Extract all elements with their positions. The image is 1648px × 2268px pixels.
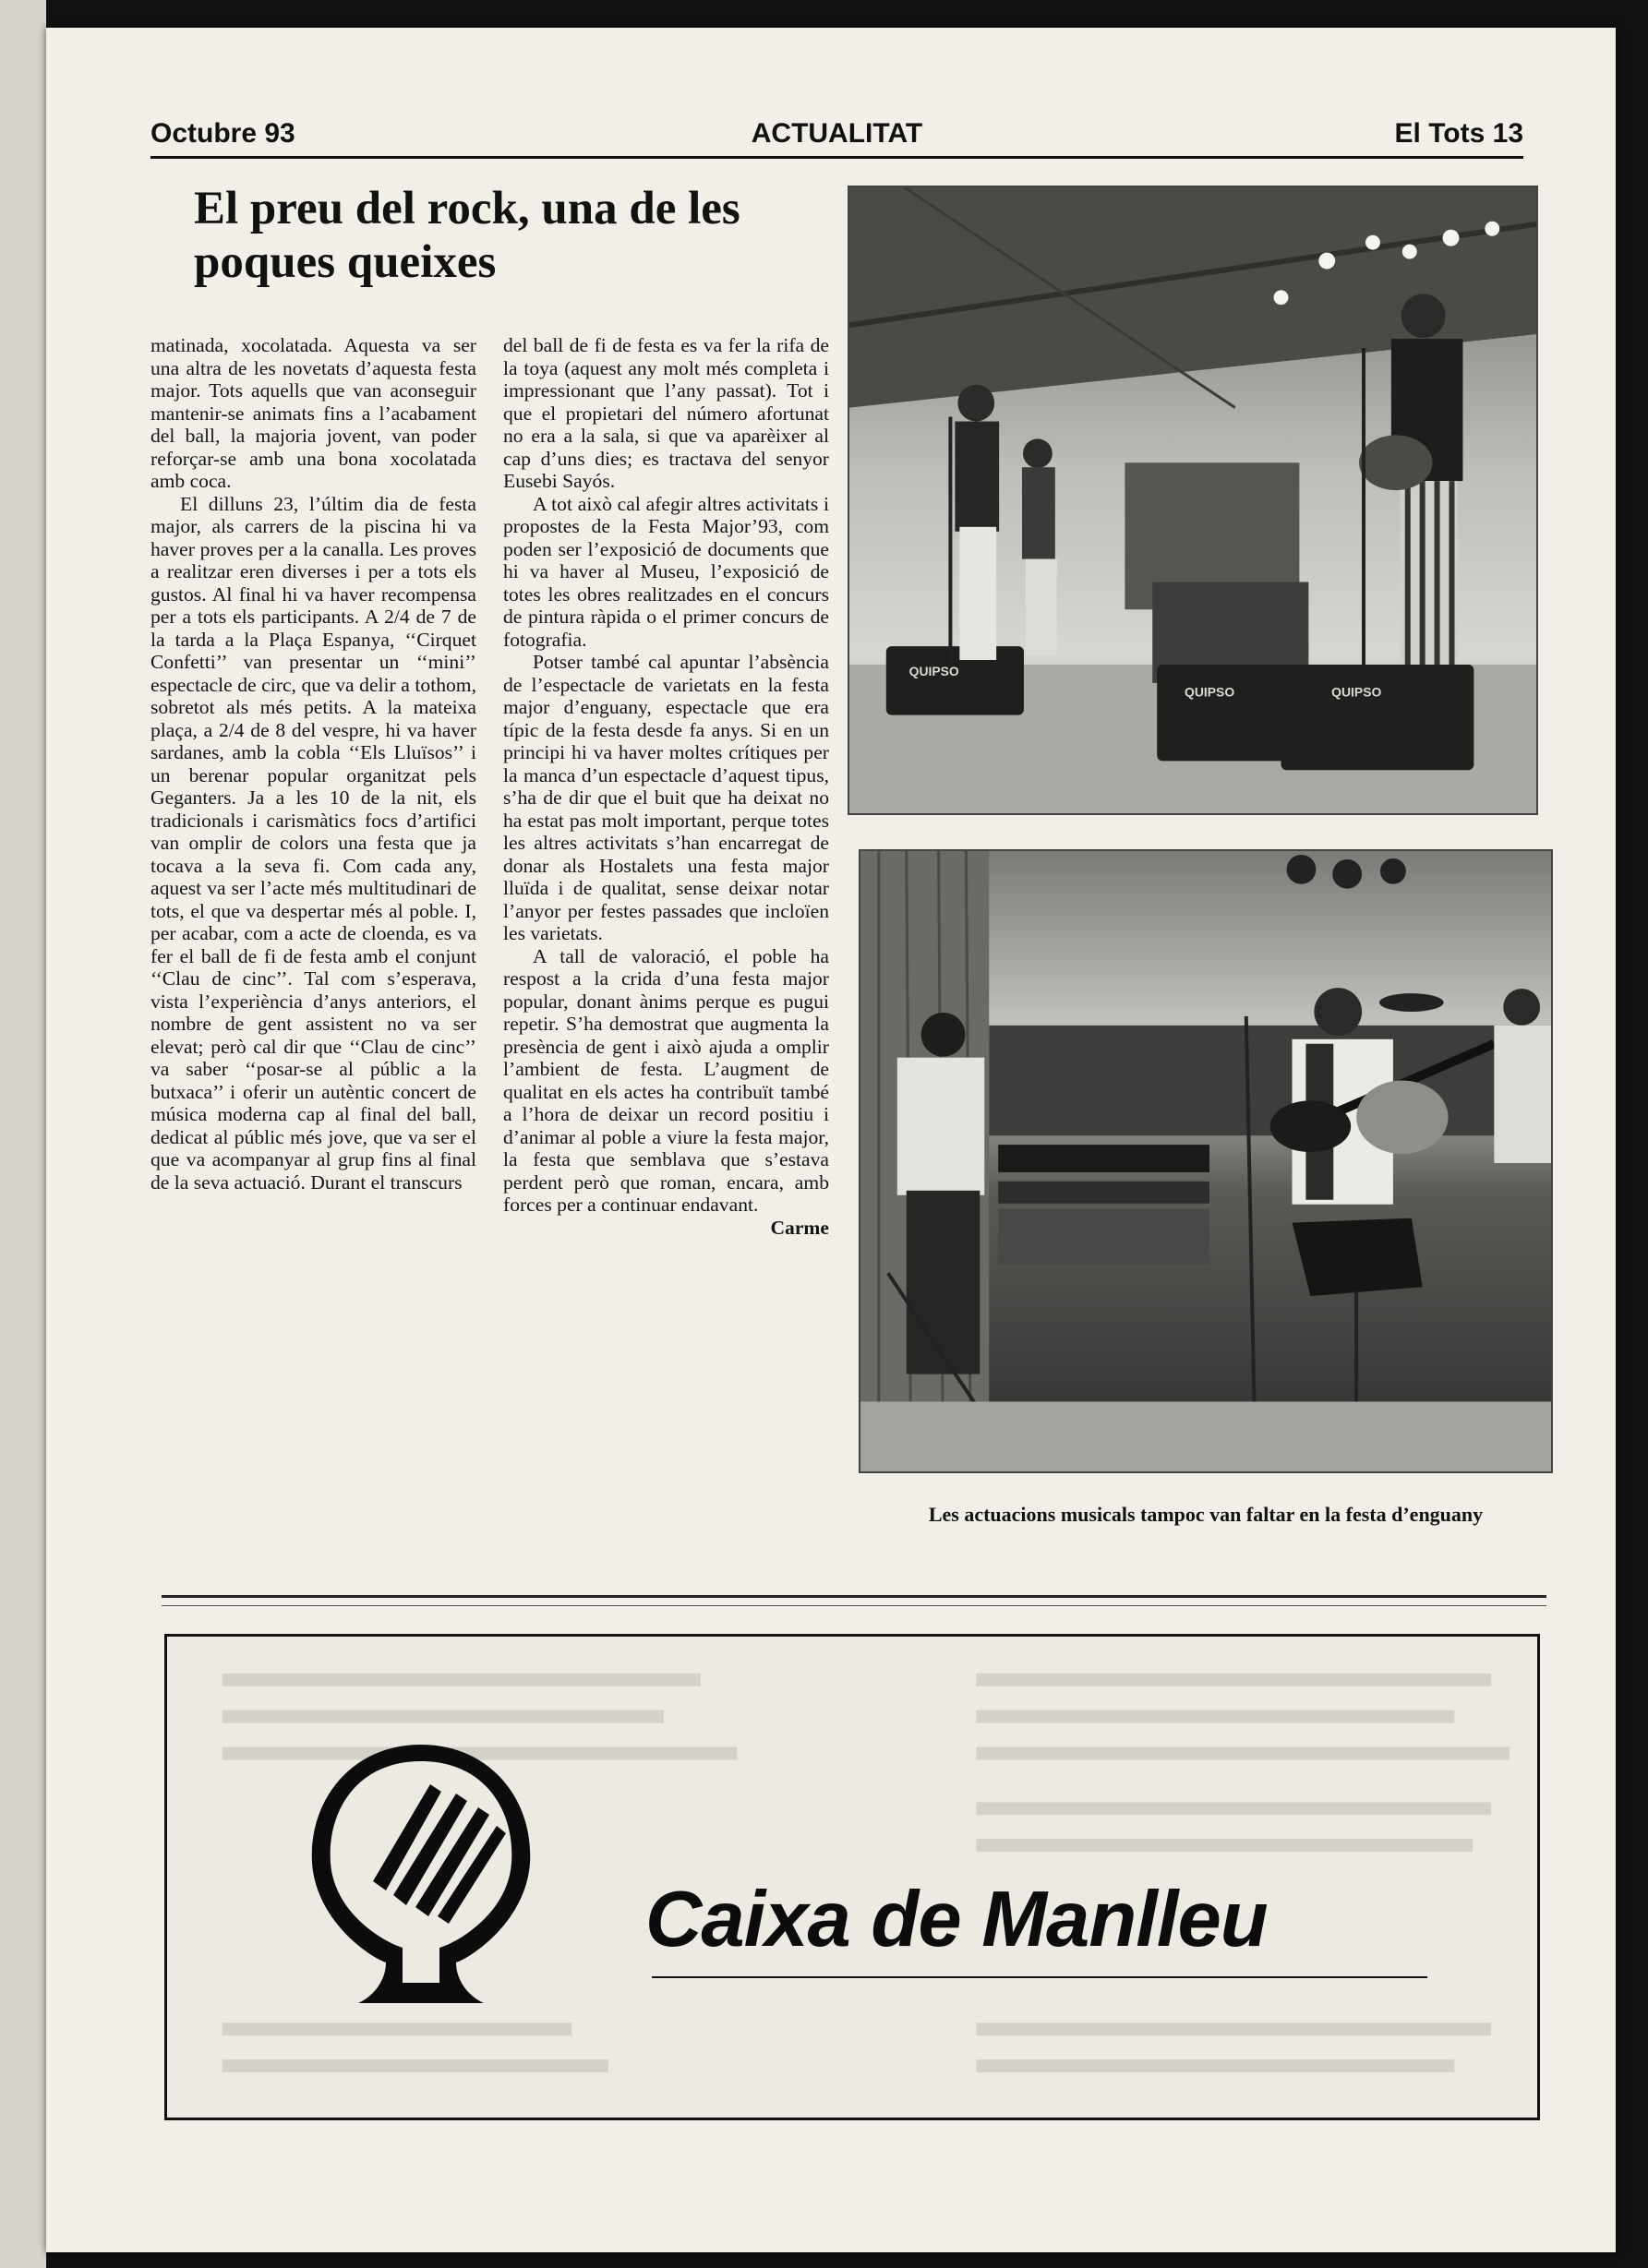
bank-advertisement [164, 1634, 1540, 2120]
issue-date: Octubre 93 [150, 118, 295, 149]
bank-name: Caixa de Manlleu [645, 1876, 1268, 1963]
page-edge [0, 0, 46, 2268]
section-name: ACTUALITAT [751, 118, 923, 149]
band-performance-image [860, 851, 1551, 1471]
concert-photo-stage [848, 186, 1538, 815]
speaker-label: QUIPSO [1331, 684, 1382, 700]
divider-rule [162, 1605, 1546, 1606]
paragraph: El dilluns 23, l’últim dia de festa major, als carrers de la piscina hi va haver proves per a la canalla. Les proves a realitzar eren diverses i per a tots els gustos. Al final hi va haver recompensa per a tots els participants. A 2/4 de 7 de la tarda a la Plaça Espanya, ‘‘Cirquet Confetti’’ van presentar un ‘‘mini’’ espectacle de circ, que va delir a tothom, sobretot als més petits. A la mateixa plaça, a 2/4 de 8 del vespre, hi va haver sardanes, amb la cobla ‘‘Els Lluïsos’’ i un berenar popular organitzat pels Geganters. Ja a les 10 de la nit, els tradicionals i carismàtics focs d’artifici van omplir de colors una festa que ja tocava a la seva fi. Com cada any, aquest va ser l’acte més multitudinari de tots, el que va despertar més al poble. I, per acabar, com a acte de cloenda, es va fer el ball de fi de festa amb el conjunt ‘‘Clau de cinc’’. Tal com s’esperava, vista l’experiència d’anys anteriors, el nombre de gent assistent no va ser elevat; però cal dir que ‘‘Clau de cinc’’ va saber ‘‘posar-se al públic a la butxaca’’ i oferir un autèntic concert de música moderna cap al final del ball, dedicat al públic més jove, que va ser el que va acompanyar al grup fins al final de la seva actuació. Durant el transcurs [150, 492, 476, 1194]
paragraph: del ball de fi de festa es va fer la rifa de la toya (aquest any molt més completa i impressionant que l’any passat). Tot i que el propietari del número afortunat no era a la sala, si que va aparèixer al cap d’uns dies; es tractava del senyor Eusebi Sayós. [503, 334, 829, 492]
divider-rule [162, 1595, 1546, 1598]
speaker-label: QUIPSO [1185, 684, 1235, 700]
concert-photo-band [859, 849, 1553, 1473]
article-author: Carme [770, 1216, 829, 1239]
caixa-manlleu-logo-icon [301, 1734, 541, 2010]
article-column-1 [150, 334, 476, 1194]
brand-underline [652, 1976, 1427, 1978]
speaker-label: QUIPSO [908, 663, 959, 678]
concert-stage-image [849, 187, 1536, 813]
paragraph: A tall de valoració, el poble ha respost a la crida d’una festa major popular, donant ànims perque es pugui repetir. S’ha demostrat que augmenta la presència de gent i això ajuda a omplir l’ambient de festa. L’augment de qualitat en els actes ha contribuït també a l’hora de deixar un record positiu i d’animar al poble a viure la festa major, la festa que semblava que s’estava perdent però que roman, encara, amb forces per a continuar endavant. [503, 944, 829, 1216]
article-column-2 [503, 334, 829, 1239]
paragraph: A tot això cal afegir altres activitats i propostes de la Festa Major’93, com poden ser l’exposició de documents que hi va haver al Museu, l’exposició de totes les obres realitzades en el concurs de pintura ràpida o el primer concurs de fotografia. [503, 492, 829, 651]
paragraph: Potser també cal apuntar l’absència de l’espectacle de varietats en la festa major d’enguany, espectacle que era típic de la festa desde fa anys. Si en un principi hi va haver moltes crítiques per la manca d’un espectacle d’aquest tipus, s’ha de dir que el buit que ha deixat no ha estat pas molt important, perque totes les altres activitats s’han encarregat de donar als Hostalets una festa major lluïda i de qualitat, sense deixar notar l’anyor per festes passades que incloïen les varietats. [503, 651, 829, 944]
photo-caption: Les actuacions musicals tampoc van faltar en la festa d’enguany [928, 1503, 1484, 1526]
page-header [150, 113, 1523, 159]
article-headline: El preu del rock, una de les poques queixes [194, 183, 740, 288]
publication-page-number: El Tots 13 [1394, 118, 1523, 149]
paragraph: matinada, xocolatada. Aquesta va ser una altra de les novetats d’aquesta festa major. Tots aquells que van aconseguir mantenir-se animats fins a l’acabament del ball, la majoria jovent, van poder reforçar-se amb una bona xocolatada amb coca. [150, 334, 476, 492]
